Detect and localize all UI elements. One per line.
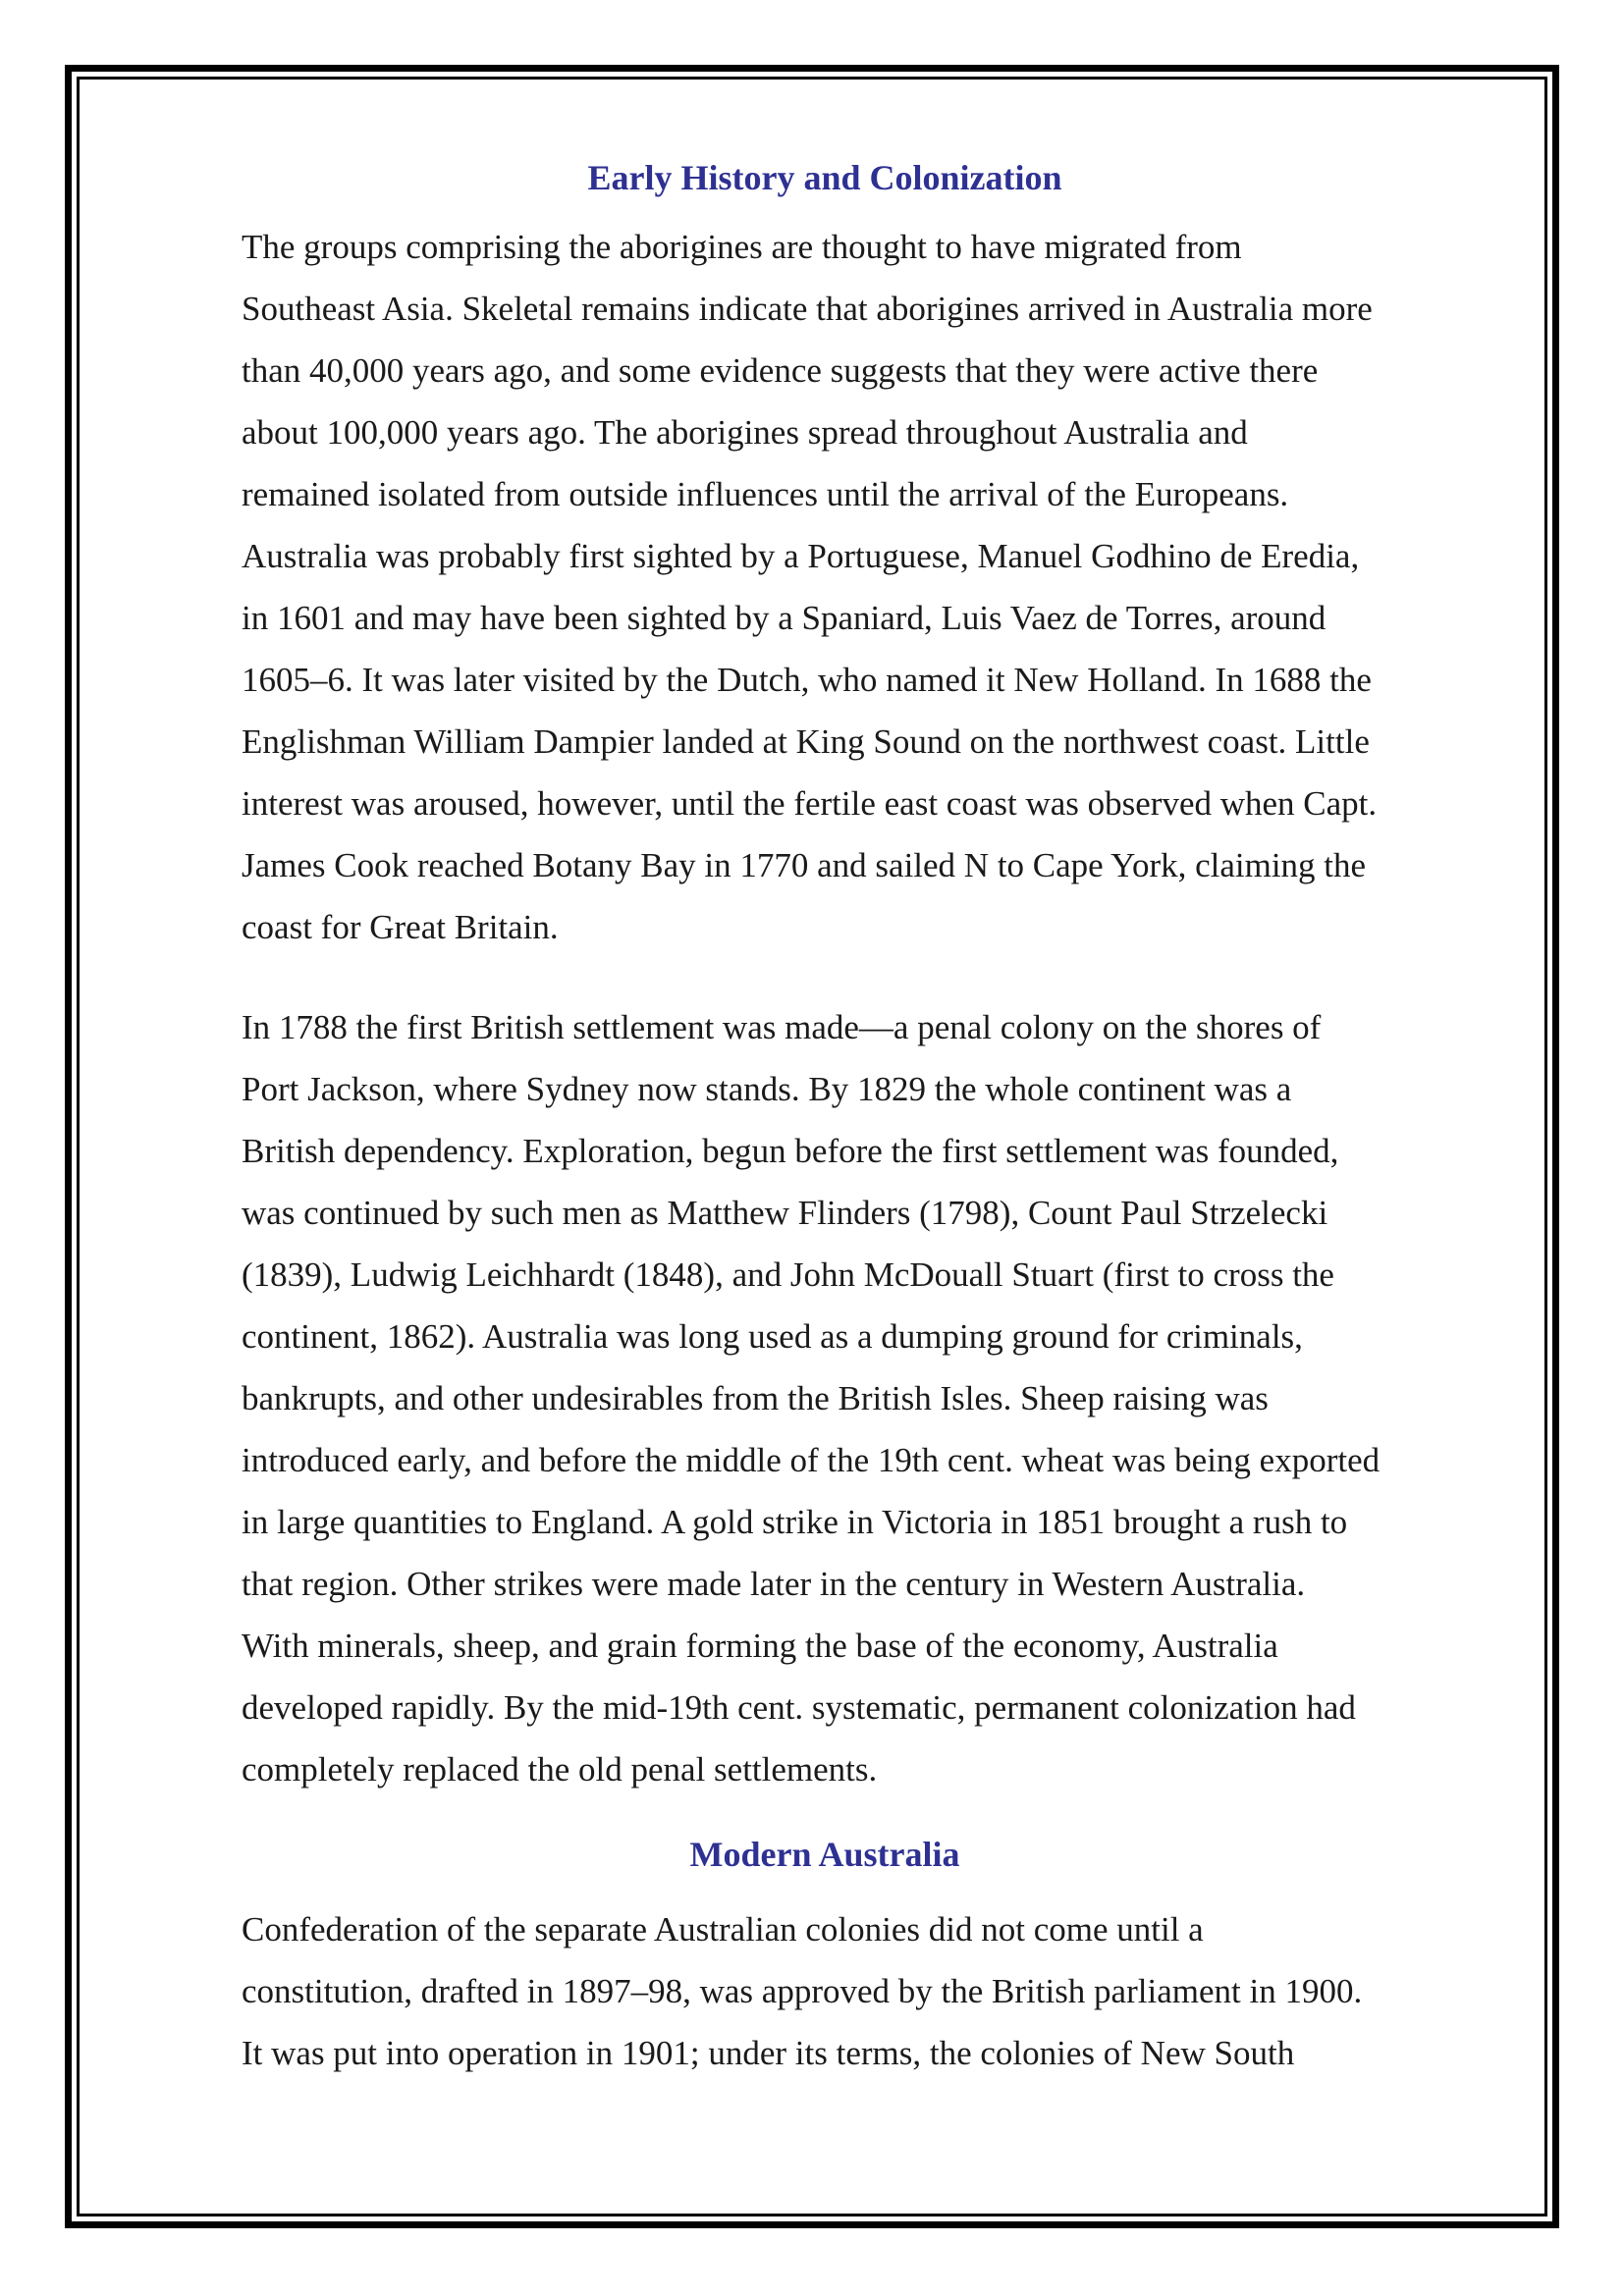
document-body — [242, 147, 1538, 2084]
section-heading-modern-australia: Modern Australia — [689, 1835, 960, 1874]
paragraph-confederation: Confederation of the separate Australian colonies did not come until a constitution, drafted in 1897–98, was approved by the British parliament in 1900. It was put into operation in 1901; under its terms, the colonies of New South — [242, 1910, 1363, 2072]
paragraph-british-settlement: In 1788 the first British settlement was made—a penal colony on the shores of Port Jackson, where Sydney now stands. By 1829 the whole continent was a British dependency. Exploration, begun before the first settlement was founded, was continued by such men as Matthew Flinders (1798), Count Paul Strzelecki (1839), Ludwig Leichhardt (1848), and John McDouall Stuart (first to cross the continent, 1862). Australia was long used as a dumping ground for criminals, bankrupts, and other undesirables from the British Isles. Sheep raising was introduced early, and before the middle of the 19th cent. wheat was being exported in large quantities to England. A gold strike in Victoria in 1851 brought a rush to that region. Other strikes were made later in the century in Western Australia. With minerals, sheep, and grain forming the base of the economy, Australia developed rapidly. By the mid-19th cent. systematic, permanent colonization had completely replaced the old penal settlements. — [242, 1008, 1380, 1789]
paragraph-aborigines-and-discovery: The groups comprising the aborigines are thought to have migrated from Southeast Asia. Skeletal remains indicate that aborigines arrived in Australia more than 40,000 years ago, and some evidence suggests that they were active there about 100,000 years ago. The aborigines spread throughout Australia and remained isolated from outside influences until the arrival of the Europeans. Australia was probably first sighted by a Portuguese, Manuel Godhino de Eredia, in 1601 and may have been sighted by a Spaniard, Luis Vaez de Torres, around 1605–6. It was later visited by the Dutch, who named it New Holland. In 1688 the Englishman William Dampier landed at King Sound on the northwest coast. Little interest was aroused, however, until the fertile east coast was observed when Capt. James Cook reached Botany Bay in 1770 and sailed N to Cape York, claiming the coast for Great Britain. — [242, 228, 1378, 946]
section-heading-early-history: Early History and Colonization — [587, 158, 1062, 197]
